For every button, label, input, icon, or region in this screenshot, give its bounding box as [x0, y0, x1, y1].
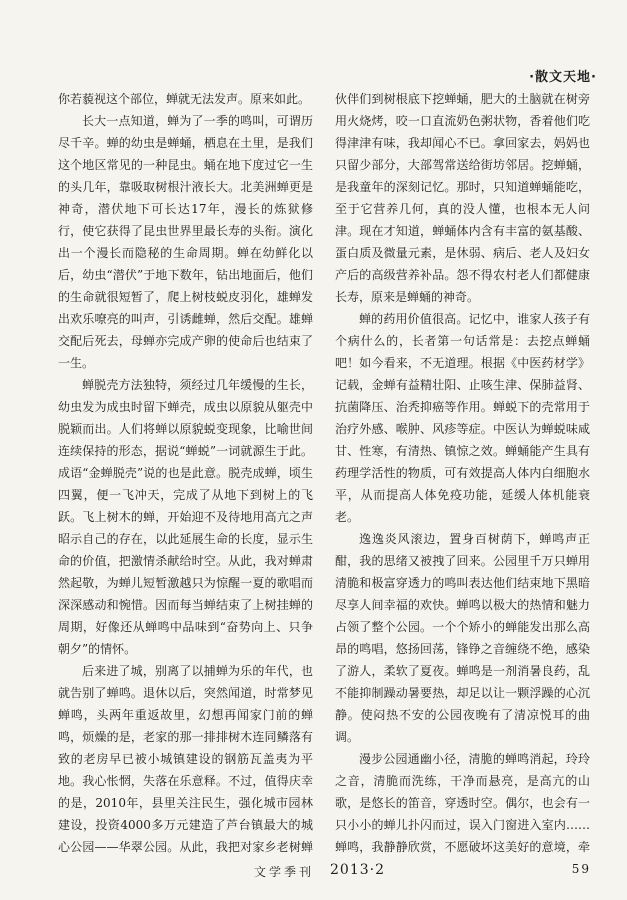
paragraph: 蝉的药用价值很高。记忆中，谁家人孩子有个病什么的，长者第一句话常是：去挖点蝉蛹吧！如今看来，不无道理。根据《中医药材学》记载，金蝉有益精壮阳、止咳生津、保肺益肾、抗菌降压、治秃抑癌等作用。蝉蜕下的壳常用于治疗外感、喉肿、风疹等症。中医认为蝉蜕味咸甘、性寒，有清热、镇惊之效。蝉蛹能产生具有药理学活性的物质，可有效提高人体内白细胞水平，从而提高人体免疫功能，延缓人体机能衰老。 — [335, 312, 590, 524]
paragraph: 你若藐视这个部位，蝉就无法发声。原来如此。 — [58, 92, 311, 106]
page-footer — [0, 863, 627, 885]
paragraph: 后来进了城，别离了以捕蝉为乐的年代，也就告别了蝉鸣。退休以后，突然闻道，时常梦见蝉鸣，头两年重返故里，幻想再闻家门前的蝉鸣，烦燥的是，老家的那一排排树木连同鳞落有致的老房早已被小城镇建设的钢筋瓦盖夷为平地。我心怅惘，失落在乐意释。不过，值得庆幸的是，2010年，县里关注民生，强化城市园林建设，投资4000多万元建造了芦台镇最大的城心公园——华翠公园。从此，我把对家乡老树蝉 — [58, 664, 313, 854]
paragraph: 伙伴们到树根底下挖蝉蛹，肥大的土脑就在树旁用火烧烤，咬一口直流奶色粥状物，香着他们吃得津津有味，我却闻心不已。拿回家去，妈妈也只留少部分，大部驾常送给街坊邻居。挖蝉蛹，是我童年的深刻记忆。那时，只知道蝉蛹能吃，至于它营养几何，真的没人懂，也根本无人问津。现在才知道，蝉蛹体内含有丰富的氨基酸、蛋白质及微量元素，是休弱、病后、老人及妇女产后的高级营养补品。怨不得农村老人们都健康长寿，原来是蝉蛹的神奇。 — [335, 92, 590, 304]
paragraph: 漫步公园通幽小径，清脆的蝉鸣消起，玲玲之音，清脆而洗练，干净而悬亮，是高亢的山歌，是悠长的笛音，穿透时空。偶尔，也会有一只小小的蝉儿扑闪而过，误入门窗进入室内……蝉鸣，我静静欣赏，不愿破坏这美好的意境，牵 — [335, 752, 590, 854]
issue-number: 2013·2 — [330, 862, 385, 878]
article-body — [58, 88, 590, 858]
section-header: ·散文天地· — [529, 70, 597, 85]
left-column — [58, 88, 313, 858]
paragraph: 长大一点知道，蝉为了一季的鸣叫，可谓历尽千辛。蝉的幼虫是蝉蛹，栖息在土里，是我们这个地区常见的一种昆虫。蛹在地下度过它一生的头几年，靠吸取树根汁液长大。北美洲蝉更是神奇，潜伏地下可长达17年，漫长的炼狱修行，使它获得了昆虫世界里最长寿的头衔。演化出一个漫长而隐秘的生命周期。蝉在幼鲜化以后，幼虫“潜伏”于地下数年，钻出地面后，他们的生命就很短暂了，爬上树枝蜕皮羽化，雄蝉发出欢乐嘹亮的叫声，引诱雌蝉，然后交配。雄蝉交配后死去，母蝉亦完成产卵的使命后也结束了一生。 — [58, 114, 313, 370]
right-column — [335, 88, 590, 858]
journal-name: 文学季刊 — [254, 865, 315, 879]
paragraph: 逸逸炎风滚边，置身百树荫下，蝉鸣声正酣，我的思绪又被拽了回来。公园里千万只蝉用清脆和极富穿透力的鸣叫表达他们结束地下黑暗尽享人间幸福的欢快。蝉鸣以极大的热情和魅力占领了整个公园。一个个矫小的蝉能发出那么高昂的鸣唱，悠扬回荡，锋铮之音缠绕不绝，感染了游人，柔软了夏夜。蝉鸣是一剂消暑良药，乱不能抑制躁动暑要热，却足以让一颗浮躁的心沉静。使闷热不安的公园夜晚有了清凉悦耳的曲调。 — [335, 532, 590, 744]
paragraph: 蝉脱壳方法独特，须经过几年缓慢的生长，幼虫发为成虫时留下蝉壳，成虫以原貌从躯壳中脱颖而出。人们将蝉以原貌蜕变现象，比喻世间连续保持的形态，据说“蝉蜕”一词就源生于此。成语“金蝉脱壳”说的也是此意。脱壳成蝉，顷生四翼，便一飞冲天，完成了从地下到树上的飞跃。飞上树木的蝉，开始迎不及待地用高亢之声昭示自己的存在，以此延展生命的长度，显示生命的价值，把激情杀献给时空。从此，我对蝉肃然起敬，为蝉儿短暂激越只为惊醒一夏的歌唱而深深感动和惋惜。因而每当蝉结束了上树挂蝉的周期，好像还从蝉鸣中品味到“奋势向上、只争朝夕”的情怀。 — [58, 378, 313, 656]
page-number: 59 — [571, 862, 591, 876]
